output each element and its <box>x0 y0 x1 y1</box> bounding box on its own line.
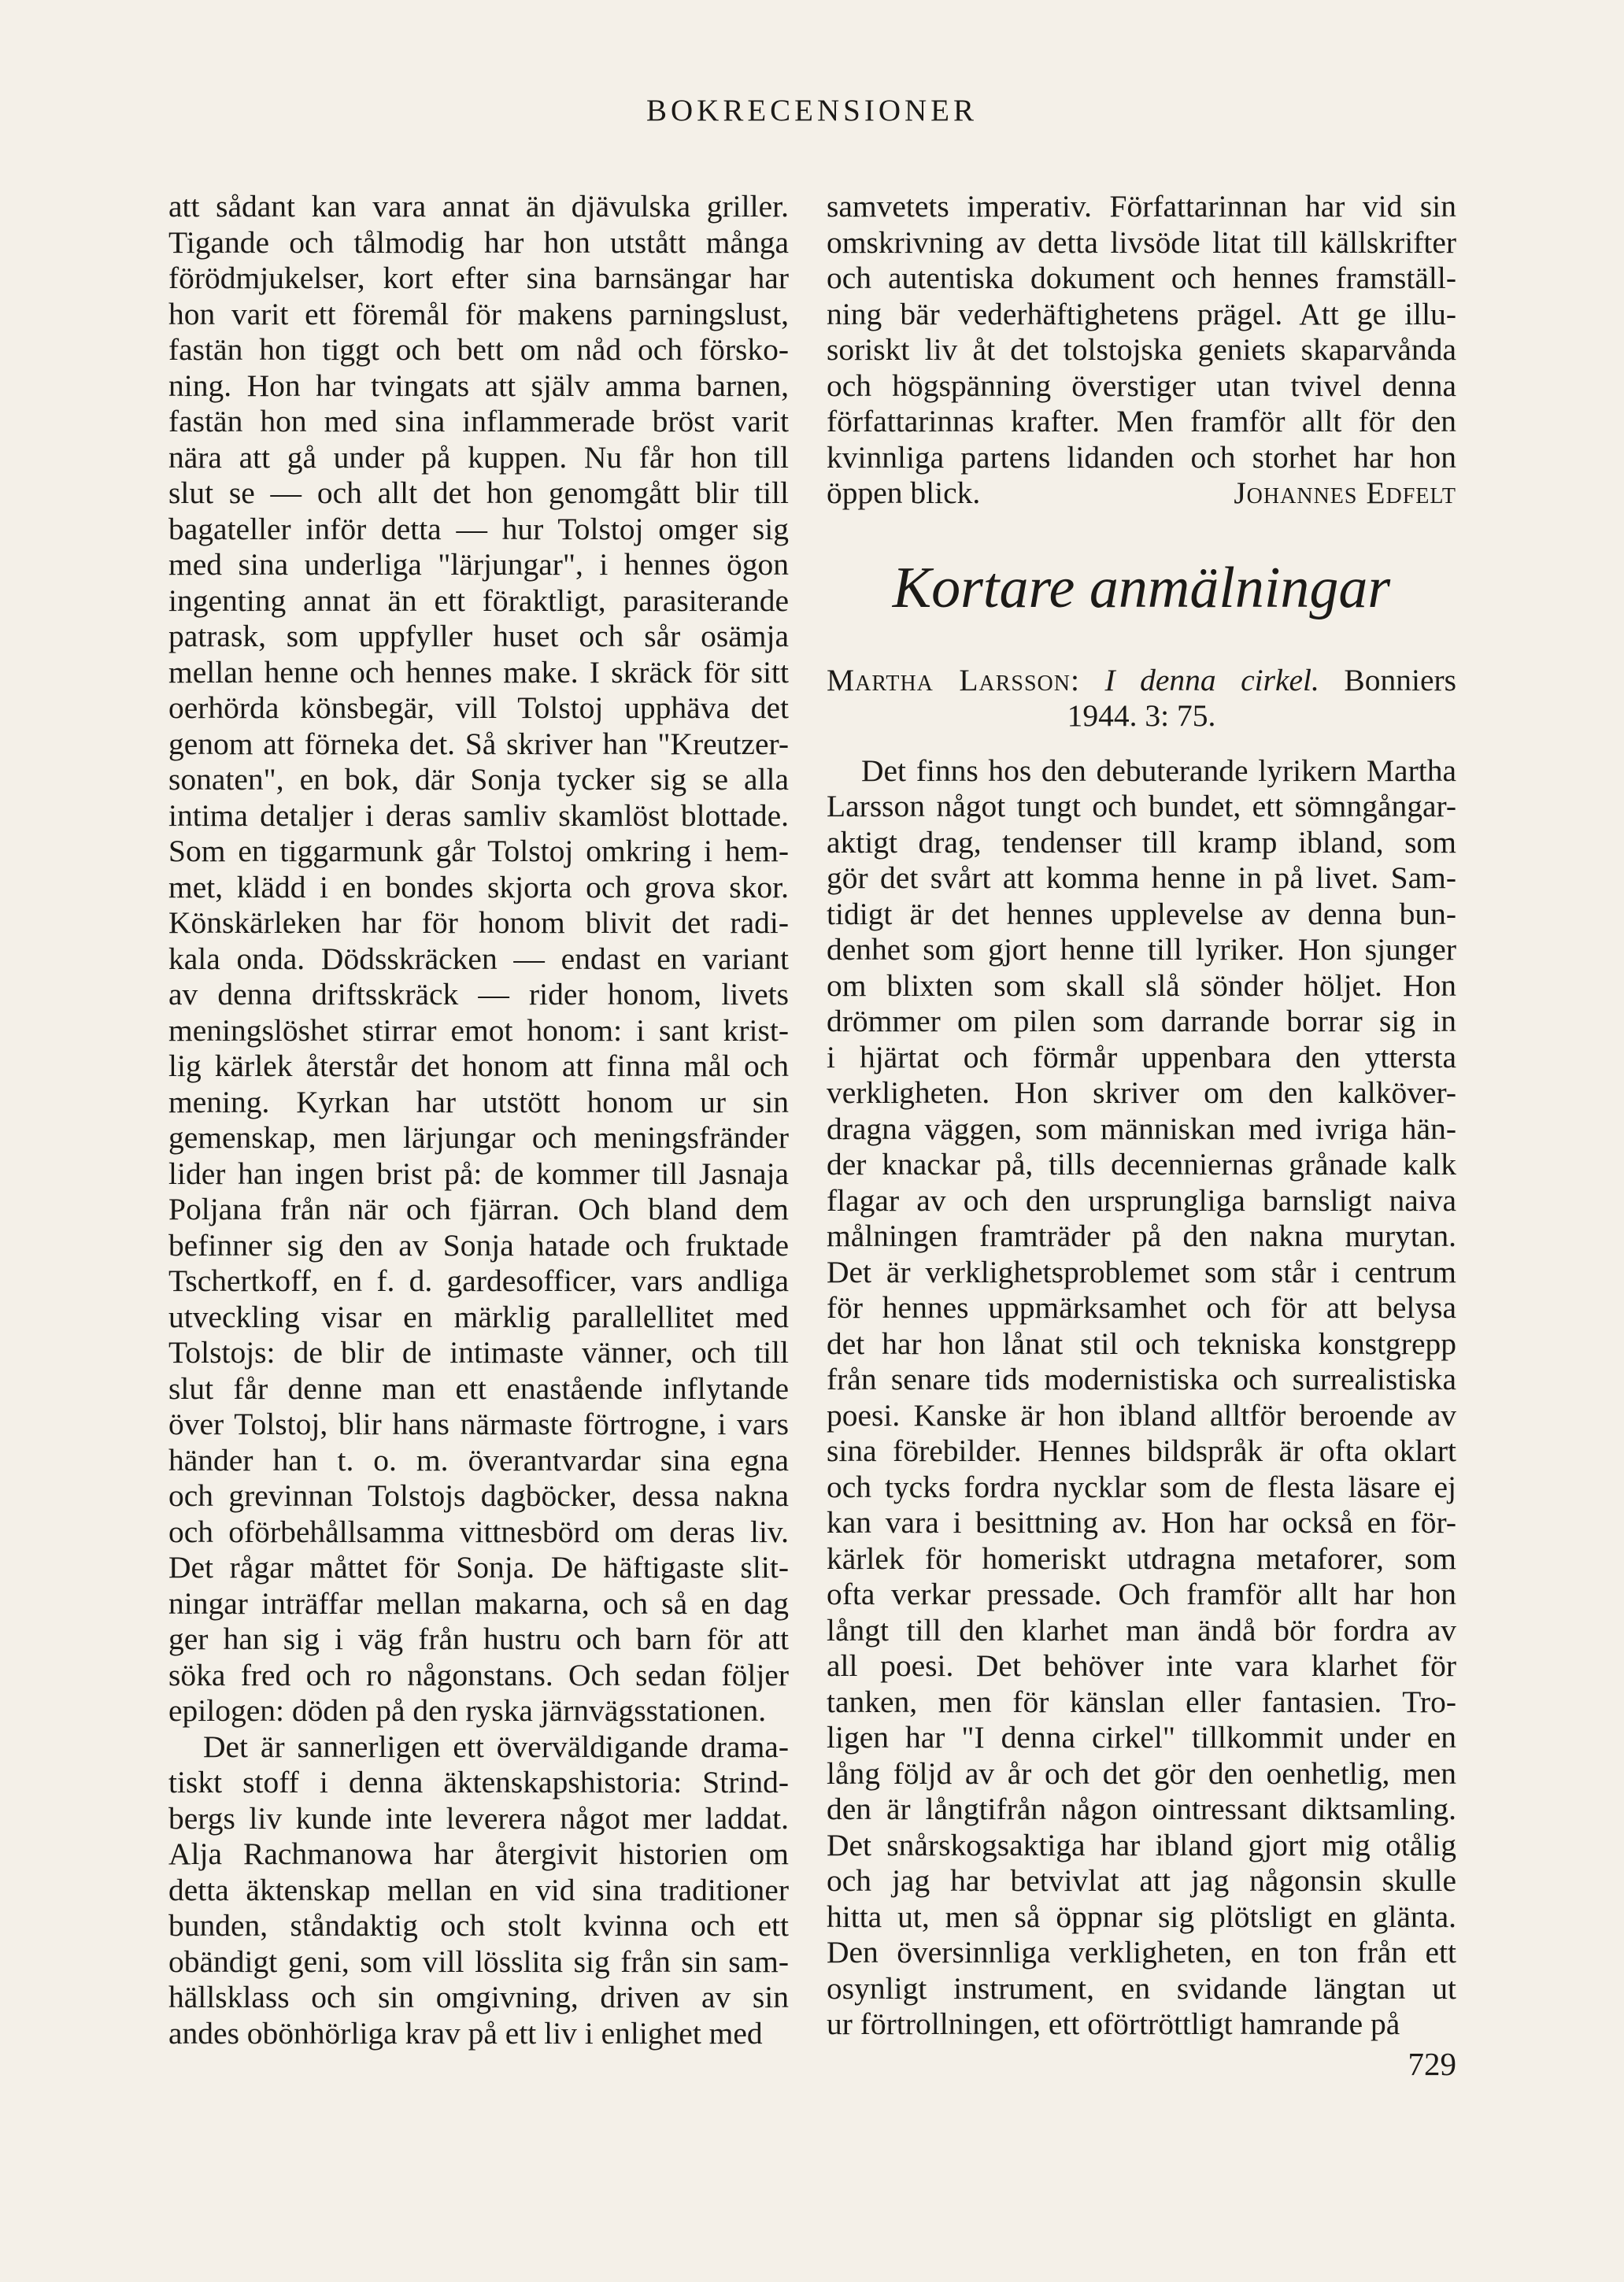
text-line: epilogen: döden på den ryska järnvägsstationen. <box>168 1693 767 1728</box>
text-line: tanken, men för känslan eller fantasien. Tro- <box>827 1684 1456 1719</box>
text-line: andes obönhörliga krav på ett liv i enlighet med <box>168 2015 763 2051</box>
text-line: Det rågar måttet för Sonja. De häftigaste slit- <box>168 1550 789 1585</box>
review-details: 1944. 3: 75. <box>1067 698 1216 733</box>
text-line: soriskt liv åt det tolstojska geniets skaparvånda <box>827 332 1456 367</box>
text-line: och oförbehållsamma vittnesbörd om deras liv. <box>168 1514 789 1549</box>
text-line: i hjärtat och förmår uppenbara den yttersta <box>827 1039 1456 1074</box>
left-column <box>168 189 789 2051</box>
text-line: befinner sig den av Sonja hatade och fruktade <box>168 1227 789 1263</box>
text-line: tiskt stoff i denna äktenskapshistoria: Strind- <box>168 1765 789 1799</box>
text-line: den är långtifrån någon ointressant diktsamling. <box>827 1792 1456 1826</box>
review-publisher: Bonniers <box>1344 662 1457 697</box>
review-citation <box>827 663 1456 734</box>
text-line: bunden, ståndaktig och stolt kvinna och ett <box>168 1908 789 1943</box>
text-line: kan vara i besittning av. Hon har också en för- <box>827 1505 1456 1540</box>
text-line: om blixten som skall slå sönder höljet. Hon <box>827 967 1456 1003</box>
text-line: patrask, som uppfyller huset och sår osämja <box>168 619 789 653</box>
text-line: ofta verkar pressade. Och framför allt har hon <box>827 1577 1456 1611</box>
text-line: ning bär vederhäftighetens prägel. Att ge illu- <box>827 296 1456 331</box>
review-continuation <box>827 189 1456 475</box>
text-line: gemenskap, men lärjungar och meningsfränder <box>168 1120 789 1155</box>
text-line: från senare tids modernistiska och surrealistiska <box>827 1362 1456 1396</box>
text-line: för hennes uppmärksamhet och för att belysa <box>827 1290 1456 1325</box>
text-line: osynligt instrument, en svidande längtan ut <box>827 1970 1456 2006</box>
text-line: drömmer om pilen som darrande borrar sig in <box>827 1004 1456 1038</box>
text-line: Det snårskogsaktiga har ibland gjort mig otålig <box>827 1827 1456 1862</box>
text-line: och autentiska dokument och hennes framställ- <box>827 261 1456 295</box>
text-line: långt till den klarhet man ändå bör fordra av <box>827 1612 1456 1648</box>
text-line: dragna väggen, som människan med ivriga hän- <box>827 1111 1456 1146</box>
text-line: genom att förneka det. Så skriver han "Kreutzer- <box>168 726 789 761</box>
text-line: författarinnas krafter. Men framför allt för den <box>827 404 1456 438</box>
text-line: händer han t. o. m. överantvardar sina egna <box>168 1442 789 1478</box>
text-line: ingenting annat än ett föraktligt, parasiterande <box>168 583 789 618</box>
text-line: der knackar på, tills decenniernas grånade kalk <box>827 1147 1456 1182</box>
text-line: mening. Kyrkan har utstött honom ur sin <box>168 1084 789 1119</box>
page-number: 729 <box>1408 2046 1456 2082</box>
review-title: I denna cirkel. <box>1104 662 1319 697</box>
text-line: hällsklass och sin omgivning, driven av sin <box>168 1980 789 2014</box>
text-line: ningar inträffar mellan makarna, och så en dag <box>168 1585 789 1621</box>
text-line: hon varit ett föremål för makens parningslust, <box>168 296 789 331</box>
text-line: och grevinnan Tolstojs dagböcker, dessa nakna <box>168 1478 789 1513</box>
text-line: Tolstojs: de blir de intimaste vänner, och till <box>168 1335 789 1370</box>
review-author: Martha Larsson: <box>827 662 1080 697</box>
text-line: ligen har "I denna cirkel" tillkommit under en <box>827 1720 1456 1755</box>
text-line: förödmjukelser, kort efter sina barnsängar har <box>168 261 789 295</box>
text-line: bagateller inför detta — hur Tolstoj omger sig <box>168 511 789 546</box>
text-line: kvinnliga partens lidanden och storhet har hon <box>827 439 1456 475</box>
text-line: meningslöshet stirrar emot honom: i sant krist- <box>168 1012 789 1048</box>
text-line: lig kärlek återstår det honom att finna mål och <box>168 1049 789 1083</box>
text-line: målningen framträder på den nakna murytan. <box>827 1219 1456 1253</box>
text-line: lång följd av år och det gör den oenhetlig, men <box>827 1755 1456 1791</box>
text-line: utveckling visar en märklig parallellitet med <box>168 1299 789 1334</box>
text-line: Det är sannerligen ett överväldigande drama- <box>203 1729 789 1764</box>
text-line: verkligheten. Hon skriver om den kalköver- <box>827 1075 1456 1110</box>
reviewer-name: Johannes Edfelt <box>1234 475 1456 510</box>
text-line: slut får denne man ett enastående inflytande <box>168 1370 789 1406</box>
text-line: Poljana från när och fjärran. Och bland dem <box>168 1192 789 1226</box>
text-line: Tigande och tålmodig har hon utstått många <box>168 224 789 260</box>
text-line: Tschertkoff, en f. d. gardesofficer, vars andliga <box>168 1263 789 1298</box>
text-line: Det är verklighetsproblemet som står i centrum <box>827 1254 1456 1289</box>
text-line: Den översinnliga verkligheten, en ton från ett <box>827 1935 1456 1969</box>
text-line: med sina underliga "lärjungar", i hennes ögon <box>168 547 789 582</box>
running-head: BOKRECENSIONER <box>646 94 978 128</box>
text-line: mellan henne och hennes make. I skräck för sitt <box>168 654 789 690</box>
review-body <box>827 753 1456 2043</box>
text-line: intima detaljer i deras samliv skamlöst blottade. <box>168 797 789 833</box>
text-line: det har hon lånat stil och tekniska konstgrepp <box>827 1326 1456 1361</box>
text-line: detta äktenskap mellan en vid sina traditioner <box>168 1872 789 1907</box>
text-line: över Tolstoj, blir hans närmaste förtrogne, i vars <box>168 1407 789 1441</box>
text-line: Det finns hos den debuterande lyrikern Martha <box>861 753 1456 788</box>
text-line: omskrivning av detta livsöde litat till källskrifter <box>827 224 1456 260</box>
closing-text: öppen blick. <box>827 475 981 510</box>
text-line: och högspänning överstiger utan tvivel denna <box>827 368 1456 403</box>
text-line: nära att gå under på kuppen. Nu får hon till <box>168 439 789 475</box>
text-line: all poesi. Det behöver inte vara klarhet för <box>827 1648 1456 1683</box>
text-line: Som en tiggarmunk går Tolstoj omkring i hem- <box>168 834 789 868</box>
text-line: ur förtrollningen, ett oförtröttligt hamrande på <box>827 2006 1400 2041</box>
citation-line <box>827 663 1456 699</box>
text-line: Könskärleken har för honom blivit det radi- <box>168 905 789 940</box>
text-line: att sådant kan vara annat än djävulska griller. <box>168 189 789 224</box>
text-line: och jag har betvivlat att jag någonsin skulle <box>827 1863 1456 1898</box>
text-line: denhet som gjort henne till lyriker. Hon sjunger <box>827 932 1456 967</box>
text-line: lider han ingen brist på: de kommer till Jasnaja <box>168 1156 789 1191</box>
text-line: ger han sig i väg från hustru och barn för att <box>168 1622 789 1656</box>
text-line: aktigt drag, tendenser till kramp ibland, som <box>827 824 1456 860</box>
text-line: och tycks fordra nycklar som de flesta läsare ej <box>827 1469 1456 1504</box>
text-line: fastän hon med sina inflammerade bröst varit <box>168 404 789 438</box>
text-line: fastän hon tiggt och bett om nåd och försko- <box>168 332 789 367</box>
text-line: söka fred och ro någonstans. Och sedan följer <box>168 1657 789 1692</box>
text-line: kärlek för homeriskt utdragna metaforer, som <box>827 1540 1456 1576</box>
text-line: oerhörda könsbegär, vill Tolstoj upphäva det <box>168 690 789 725</box>
text-line: samvetets imperativ. Författarinnan har vid sin <box>827 189 1456 224</box>
text-line: hitta ut, men så öppnar sig plötsligt en glänta. <box>827 1899 1456 1934</box>
signature-line <box>827 475 1456 512</box>
text-line: slut se — och allt det hon genomgått blir till <box>168 475 789 510</box>
section-heading: Kortare anmälningar <box>892 555 1391 620</box>
text-line: sina förebilder. Hennes bildspråk är ofta oklart <box>827 1433 1456 1468</box>
text-line: Alja Rachmanowa har återgivit historien om <box>168 1836 789 1871</box>
text-line: Larsson något tungt och bundet, ett sömngångar- <box>827 789 1456 823</box>
text-line: obändigt geni, som vill lösslita sig från sin sam- <box>168 1944 789 1979</box>
text-line: tidigt är det hennes upplevelse av denna bun- <box>827 896 1456 931</box>
text-line: poesi. Kanske är hon ibland alltför beroende av <box>827 1397 1456 1433</box>
text-line: met, klädd i en bondes skjorta och grova skor. <box>168 869 789 904</box>
text-line: gör det svårt att komma henne in på livet. Sam- <box>827 860 1456 895</box>
text-line: kala onda. Dödsskräcken — endast en variant <box>168 941 789 976</box>
right-column <box>827 189 1456 2043</box>
text-line: ning. Hon har tvingats att själv amma barnen, <box>168 368 789 403</box>
text-line: bergs liv kunde inte leverera något mer laddat. <box>168 1800 789 1836</box>
text-line: sonaten", en bok, där Sonja tycker sig se alla <box>168 762 789 797</box>
text-line: flagar av och den ursprungliga barnsligt naiva <box>827 1182 1456 1218</box>
text-line: av denna driftsskräck — rider honom, livets <box>168 977 789 1012</box>
